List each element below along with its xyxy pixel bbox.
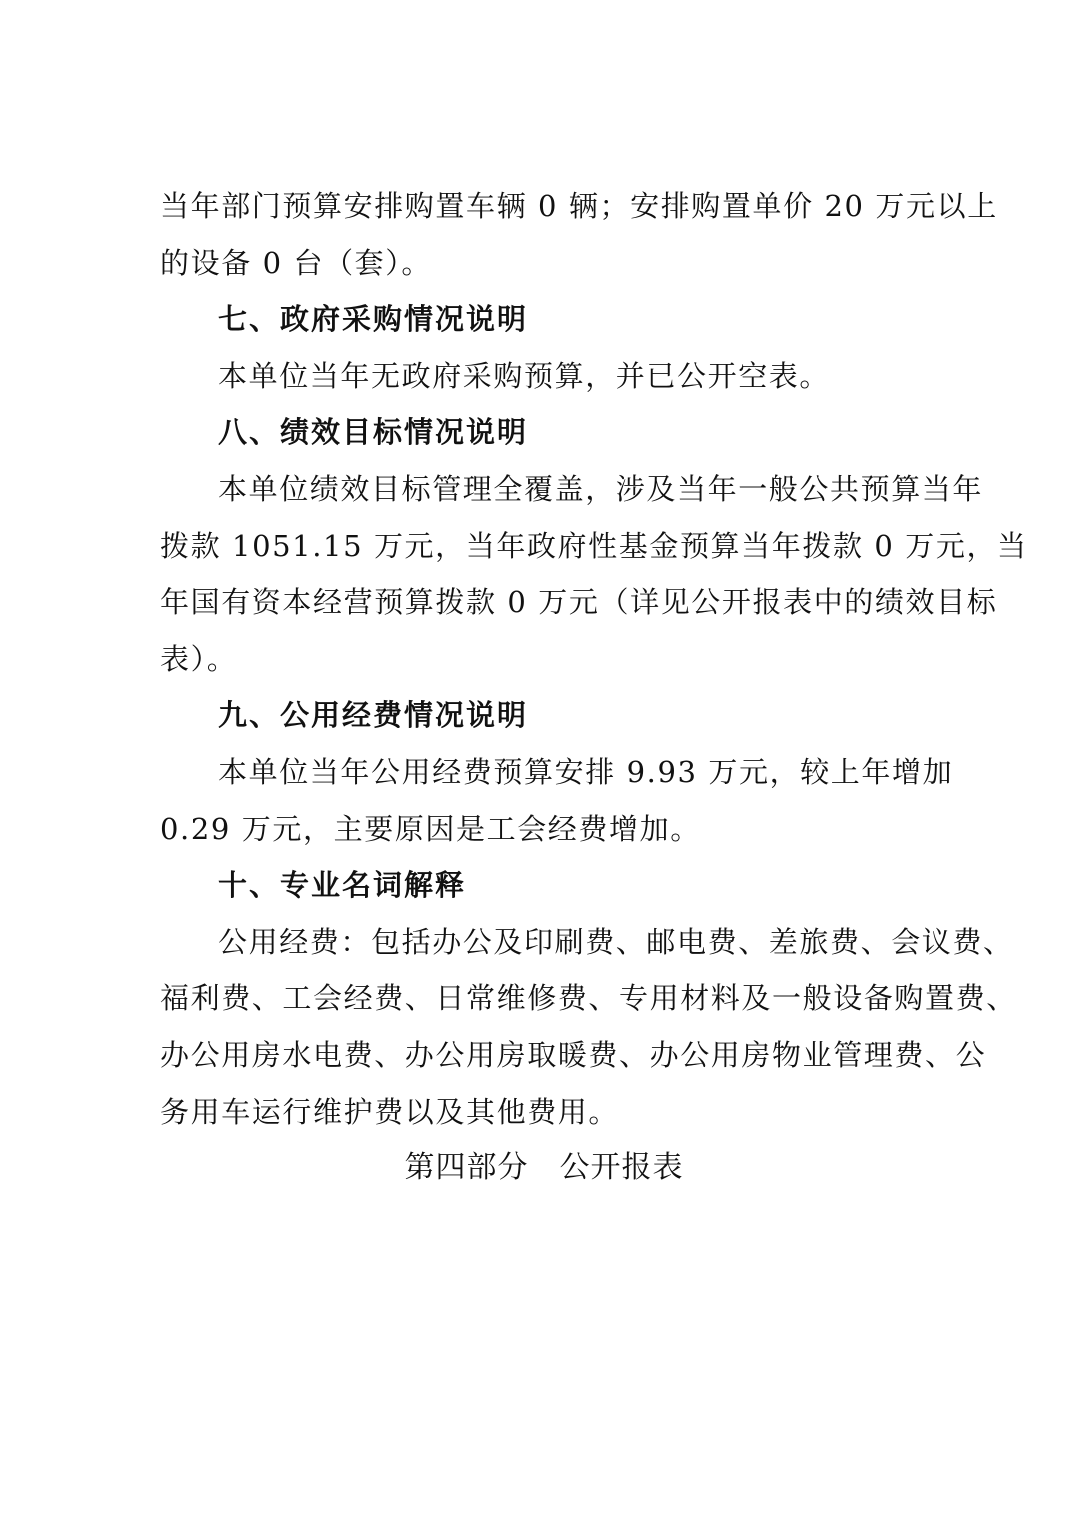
section-heading-public-expenses: 九、公用经费情况说明 bbox=[218, 698, 529, 733]
body-text-line: 福利费、工会经费、日常维修费、专用材料及一般设备购置费、 bbox=[160, 981, 1017, 1016]
body-text-line: 拨款 1051.15 万元，当年政府性基金预算当年拨款 0 万元，当 bbox=[160, 528, 1028, 563]
body-text-line: 0.29 万元，主要原因是工会经费增加。 bbox=[160, 811, 701, 846]
body-text-line: 办公用房水电费、办公用房取暖费、办公用房物业管理费、公 bbox=[160, 1037, 987, 1072]
section-heading-performance-goals: 八、绩效目标情况说明 bbox=[218, 415, 529, 450]
body-text-line: 年国有资本经营预算拨款 0 万元（详见公开报表中的绩效目标 bbox=[160, 585, 998, 620]
body-text-line: 的设备 0 台（套）。 bbox=[160, 245, 432, 280]
body-text-line: 表）。 bbox=[160, 641, 238, 676]
document-page bbox=[160, 178, 1028, 1197]
body-text-line: 当年部门预算安排购置车辆 0 辆；安排购置单价 20 万元以上 bbox=[160, 189, 998, 223]
section-heading-government-procurement: 七、政府采购情况说明 bbox=[218, 302, 529, 337]
part-title: 第四部分 公开报表 bbox=[404, 1150, 684, 1186]
body-text-line: 公用经费：包括办公及印刷费、邮电费、差旅费、会议费、 bbox=[218, 924, 1014, 959]
body-text-line: 本单位绩效目标管理全覆盖，涉及当年一般公共预算当年 bbox=[218, 471, 984, 506]
body-text-line: 务用车运行维护费以及其他费用。 bbox=[160, 1094, 620, 1129]
section-heading-terminology: 十、专业名词解释 bbox=[218, 868, 467, 903]
body-text-line: 本单位当年公用经费预算安排 9.93 万元，较上年增加 bbox=[218, 754, 954, 789]
body-text-line: 本单位当年无政府采购预算，并已公开空表。 bbox=[218, 358, 831, 393]
